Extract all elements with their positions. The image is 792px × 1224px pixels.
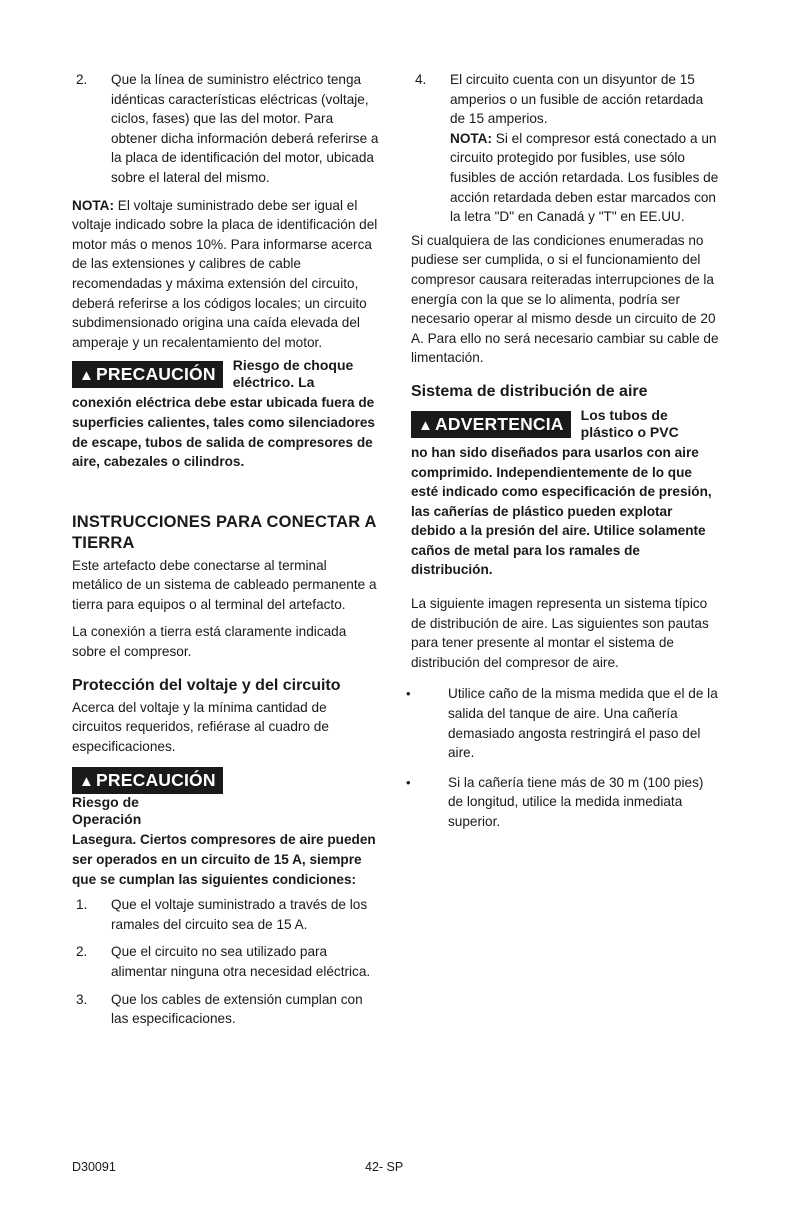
note-paragraph <box>72 196 380 353</box>
caution-badge-label: PRECAUCIÓN <box>96 770 216 791</box>
note-text: Si el compresor está conectado a un circuito protegido por fusibles, use sólo fusibles de acción retardada. Los fusibles de acción retardada deben estar marcados con la letra "D" en Canadá y "T" en EE.UU. <box>450 130 719 225</box>
left-column <box>72 70 380 1037</box>
list-item <box>72 990 380 1029</box>
note-label: NOTA: <box>72 197 115 213</box>
item-number: 4. <box>415 72 427 87</box>
bullet-icon: • <box>406 774 411 790</box>
section-heading-voltage: Protección del voltaje y del circuito <box>72 676 341 694</box>
item-text: Que la línea de suministro eléctrico tenga idénticas características eléctricas (voltaje, ciclos, fases) que las del motor. Para obtener dicha información deberá referirse a la placa de identificación del motor, ubicada sobre el lateral del mismo. <box>111 72 379 185</box>
item-text: El circuito cuenta con un disyuntor de 15 amperios o un fusible de acción retardada de 15 amperios. <box>450 72 704 127</box>
section-heading-air: Sistema de distribución de aire <box>411 382 648 400</box>
list-item <box>72 895 380 934</box>
caution-body: Lasegura. Ciertos compresores de aire pueden ser operados en un circuito de 15 A, siempre que se cumplan las siguientes condiciones: <box>72 832 376 887</box>
item-text: Que el circuito no sea utilizado para alimentar ninguna otra necesidad eléctrica. <box>111 944 371 979</box>
document-code: D30091 <box>72 1160 116 1174</box>
list-item <box>406 773 719 832</box>
distribution-paragraph: La siguiente imagen representa un sistema típico de distribución de aire. Las siguientes son pautas para tener presente al montar el sistema de distribución del compresor de aire. <box>411 596 709 670</box>
caution-block-electric <box>72 354 380 471</box>
warning-badge-label: ADVERTENCIA <box>435 413 564 434</box>
list-item <box>411 70 719 227</box>
caution-heading: Riesgo de Operación <box>72 794 142 828</box>
ground-paragraph-1: Este artefacto debe conectarse al terminal metálico de un sistema de cableado permanente a tierra para equipos o al terminal del artefacto. <box>72 557 377 612</box>
item-text: Utilice caño de la misma medida que el de la salida del tanque de aire. Una cañería demasiado angosta restringirá el paso del aire. <box>448 686 718 761</box>
item-number: 2. <box>76 72 88 87</box>
item-text: Que los cables de extensión cumplan con las especificaciones. <box>111 991 363 1027</box>
item-text: Si la cañería tiene más de 30 m (100 pies) de longitud, utilice la medida inmediata superior. <box>448 774 704 829</box>
warning-triangle-icon: ▲ <box>79 773 95 791</box>
warning-triangle-icon: ▲ <box>79 367 95 385</box>
warning-heading: Los tubos de plástico o PVC <box>580 406 679 440</box>
list-item <box>72 942 380 981</box>
conditions-paragraph: Si cualquiera de las condiciones enumeradas no pudiese ser cumplida, o si el funcionamiento del compresor causara reiteradas interrupciones de la energía con la que se lo alimenta, podría ser necesario operar al mismo desde un circuito de 20 A. Para ello no será necesario cambiar su cable de limentación. <box>411 232 719 366</box>
note-text: El voltaje suministrado debe ser igual el voltaje indicado sobre la placa de identificación del motor más o menos 10%. Para informarse acerca de las extensiones y calibres de cable recomendadas y máxima extensión del circuito, deberá referirse a los códigos locales; un circuito subdimensionado origina una caída elevada del amperaje y un recalentamiento del motor. <box>72 197 378 350</box>
section-heading-ground: INSTRUCCIONES PARA CONECTAR A TIERRA <box>72 512 377 552</box>
caution-badge <box>72 767 223 794</box>
list-item <box>72 70 380 188</box>
warning-badge <box>411 411 571 438</box>
caution-badge <box>72 361 223 388</box>
caution-block-operation <box>72 760 380 889</box>
item-text: Que el voltaje suministrado a través de los ramales del circuito sea de 15 A. <box>111 897 368 932</box>
page-number: 42- SP <box>365 1160 404 1174</box>
caution-heading: Riesgo de choque eléctrico. La <box>232 357 354 391</box>
item-number: 1. <box>76 897 88 913</box>
warning-triangle-icon: ▲ <box>418 416 434 434</box>
note-label: NOTA: <box>450 130 493 146</box>
item-number: 3. <box>76 991 88 1007</box>
warning-body: no han sido diseñados para usarlos con aire comprimido. Independientemente de lo que esté indicado como especificación de presión, las cañerías de plástico pueden explotar debido a la presión del aire. Utilice solamente caños de metal para los ramales de distribución. <box>411 444 712 578</box>
bullet-icon: • <box>406 686 411 702</box>
warning-block-plastic <box>411 404 719 580</box>
caution-badge-label: PRECAUCIÓN <box>96 364 216 385</box>
ground-paragraph-2: La conexión a tierra está claramente indicada sobre el compresor. <box>72 624 347 660</box>
right-column <box>406 70 719 842</box>
list-item <box>406 684 719 762</box>
voltage-paragraph: Acerca del voltaje y la mínima cantidad de circuitos requeridos, refiérase al cuadro de especificaciones. <box>72 699 329 754</box>
caution-body: conexión eléctrica debe estar ubicada fuera de superficies calientes, tales como silenciadores de escape, tubos de salida de compresores de aire, cabezales o cilindros. <box>72 395 375 470</box>
item-number: 2. <box>76 944 88 960</box>
